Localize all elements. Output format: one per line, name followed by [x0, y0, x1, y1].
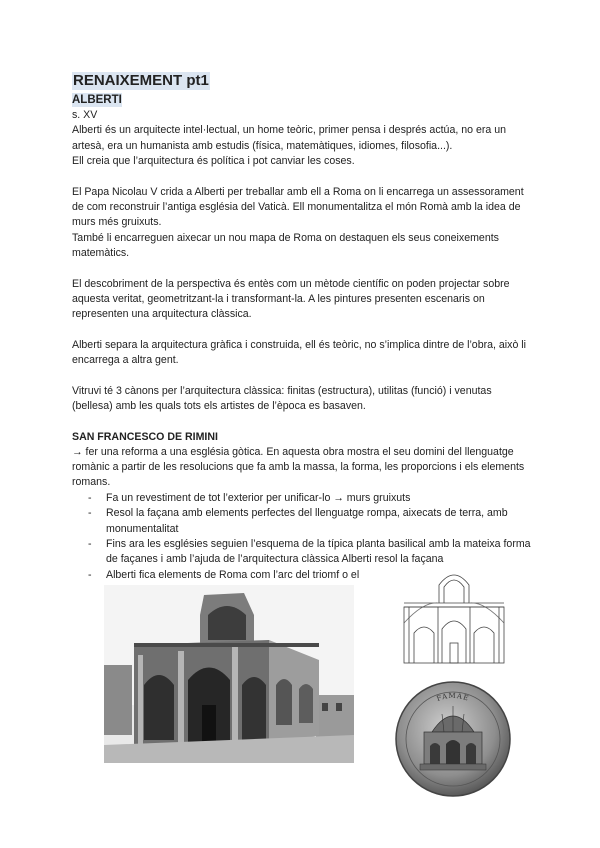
medal-image-graphic: [394, 680, 512, 798]
church-photo-image: [104, 585, 354, 763]
paragraph-vitruvi: Vitruvi té 3 cànons per l’arquitectura clàssica: finitas (estructura), utilitas (funció) i venutas (bellesa) amb les quals tots els artistes de l’època es basaven.: [72, 384, 492, 413]
section-intro: → fer una reforma a una església gòtica. En aquesta obra mostra el seu domini del llenguatge romànic a partir de les resolucions que fa amb la massa, la forma, les proporcions i els elements romans.: [72, 445, 525, 489]
page-title: RENAIXEMENT pt1: [73, 72, 209, 89]
paragraph-nicolau: El Papa Nicolau V crida a Alberti per treballar amb ell a Roma on li encarrega un assessorament de com reconstruir l’antiga església del Vaticà. Ell monumentalitza el món Romà amb la idea de murs més gruixuts.: [72, 185, 524, 229]
paragraph-politics: Ell creia que l’arquitectura és política i pot canviar les coses.: [72, 155, 355, 168]
list-item: - Alberti fica elements de Roma com l’arc del triomf o el: [88, 568, 360, 581]
paragraph-separation: Alberti separa la arquitectura gràfica i construida, ell és teòric, no s’implica dintre de l’obra, això li encarrega a altra gent.: [72, 338, 526, 367]
medal-legend: FAMAE: [435, 691, 471, 703]
list-item: - Fins ara les esglésies seguien l’esquema de la típica planta basilical amb la mateixa forma de façanes i amb l’ajuda de l’arquitectura clàssica Alberti resol la façana: [88, 537, 531, 566]
paragraph-intro: Alberti és un arquitecte intel·lectual, un home teòric, primer pensa i després actúa, no era un artesà, era un humanista amb estudis (física, matemàtiques, idiomes, filosofia...).: [72, 124, 506, 152]
paragraph-map: També li encarreguen aixecar un nou mapa de Roma on destaquen els seus coneixements matemàtics.: [72, 231, 499, 260]
medal-image: [394, 680, 512, 798]
facade-drawing: [394, 563, 514, 668]
list-item: - Resol la façana amb elements perfectes del llenguatge rompa, aixecats de terra, amb monumentalitat: [88, 507, 508, 535]
century-text: s. XV: [72, 109, 98, 121]
facade-drawing-image: [394, 563, 514, 668]
church-photo: [104, 585, 354, 763]
document-page: [72, 72, 532, 599]
paragraph-perspective: El descobriment de la perspectiva és entès com un mètode científic on poden projectar sobre aquesta veritat, geometritzant-la i transformant-la. A les pintures presenten escenaris on representen una arquitectura clàssica.: [72, 277, 510, 321]
section-title-rimini: SAN FRANCESCO DE RIMINI: [72, 430, 218, 443]
section-subtitle: ALBERTI: [72, 94, 122, 106]
list-item: - Fa un revestiment de tot l’exterior per unificar-lo → murs gruixuts: [88, 491, 411, 504]
